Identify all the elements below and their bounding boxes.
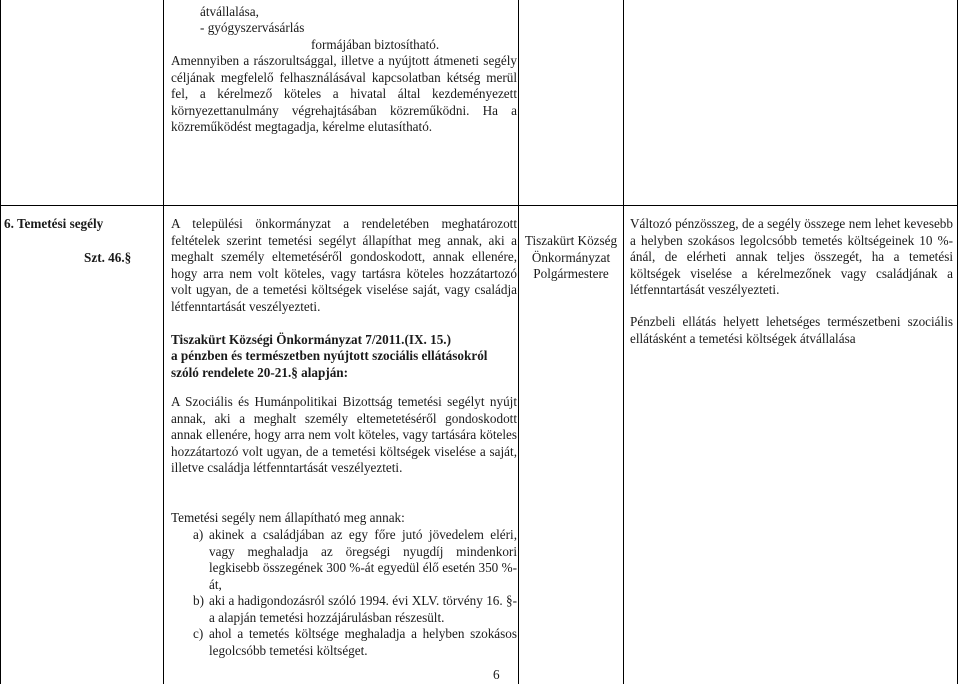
column-divider-3 xyxy=(623,0,624,684)
description-paragraph-1: A települési önkormányzat a rendeletében meghatározott feltételek szerint temetési segélyt állapíthat meg annak, aki a meghalt személy eltemetéséről gondoskodott, annak ellenére, hogy arra nem volt köteles, vagy tartásra köteles hozzátartozó volt ugyan, de a temetési költségek viselése saját, vagy családja létfenntartását veszélyezteti. xyxy=(171,216,517,314)
top-cell-paragraph: Amennyiben a rászorultsággal, illetve a nyújtott átmeneti segély céljának megfelelő felhasználásával kapcsolatban kétség merül fel, a kérelmező köteles a hivatal által kezdeményezett környezettanulmány végrehajtásában közreműködni. Ha a közreműködést megtagadja, kérelme elutasítható. xyxy=(171,53,517,134)
description-list-intro: Temetési segély nem állapítható meg annak: xyxy=(171,510,405,525)
table-right-border xyxy=(957,0,958,684)
top-cell-line-3: formájában biztosítható. xyxy=(311,37,440,52)
column-divider-1 xyxy=(163,0,164,684)
law-reference: Szt. 46.§ xyxy=(84,250,132,265)
decree-line-2: a pénzben és természetben nyújtott szociális ellátásokról szóló rendelete 20-21.§ alapján: xyxy=(171,348,488,380)
benefit-title: 6. Temetési segély xyxy=(4,216,104,231)
list-item xyxy=(171,527,517,593)
list-marker: c) xyxy=(193,626,204,641)
authority-line-2: Önkormányzat xyxy=(531,250,611,265)
list-item-text: aki a hadigondozásról szóló 1994. évi XLV. törvény 16. §-a alapján temetési hozzájárulásban részesült. xyxy=(209,593,517,625)
list-item xyxy=(171,593,517,626)
list-item xyxy=(171,626,517,659)
description-paragraph-2: A Szociális és Humánpolitikai Bizottság temetési segélyt nyújt annak, aki a meghalt személy eltemetetéséről gondoskodott annak ellenére, hogy arra nem volt köteles, vagy tartására köteles hozzátartozó volt ugyan, de a temetési költségek viselése a saját, illetve családja létfenntartását veszélyezteti. xyxy=(171,394,517,475)
page-number: 6 xyxy=(493,667,500,682)
decree-line-1: Tiszakürt Községi Önkormányzat 7/2011.(IX. 15.) xyxy=(171,332,451,347)
list-item-text: ahol a temetés költsége meghaladja a helyben szokásos legolcsóbb temetési költséget. xyxy=(209,626,517,658)
authority-line-1: Tiszakürt Község xyxy=(524,233,618,248)
table-left-border xyxy=(0,0,1,684)
top-cell-line-2: - gyógyszervásárlás xyxy=(200,20,305,35)
row-divider xyxy=(0,205,958,206)
top-cell-line-1: átvállalása, xyxy=(200,4,259,19)
list-marker: a) xyxy=(193,527,204,542)
authority-line-3: Polgármestere xyxy=(533,266,609,281)
remarks-paragraph-2: Pénzbeli ellátás helyett lehetséges természetbeni szociális ellátásként a temetési költségek átvállalása xyxy=(630,314,953,346)
remarks-paragraph-1: Változó pénzösszeg, de a segély összege nem lehet kevesebb a helyben szokásos legolcsóbb temetés költségeinek 10 %-ánál, de elérheti annak teljes összegét, ha a temetési költségek viselése a kérelmezőnek vagy családjának a létfenntartását veszélyezteti. xyxy=(630,216,953,297)
list-item-text: akinek a családjában az egy főre jutó jövedelem eléri, vagy meghaladja az öregségi nyugdíj mindenkori legkisebb összegének 300 %-át egyedül élő esetén 350 %-át, xyxy=(209,527,517,592)
list-marker: b) xyxy=(193,593,204,608)
exclusion-list xyxy=(171,527,517,659)
column-divider-2 xyxy=(518,0,519,684)
